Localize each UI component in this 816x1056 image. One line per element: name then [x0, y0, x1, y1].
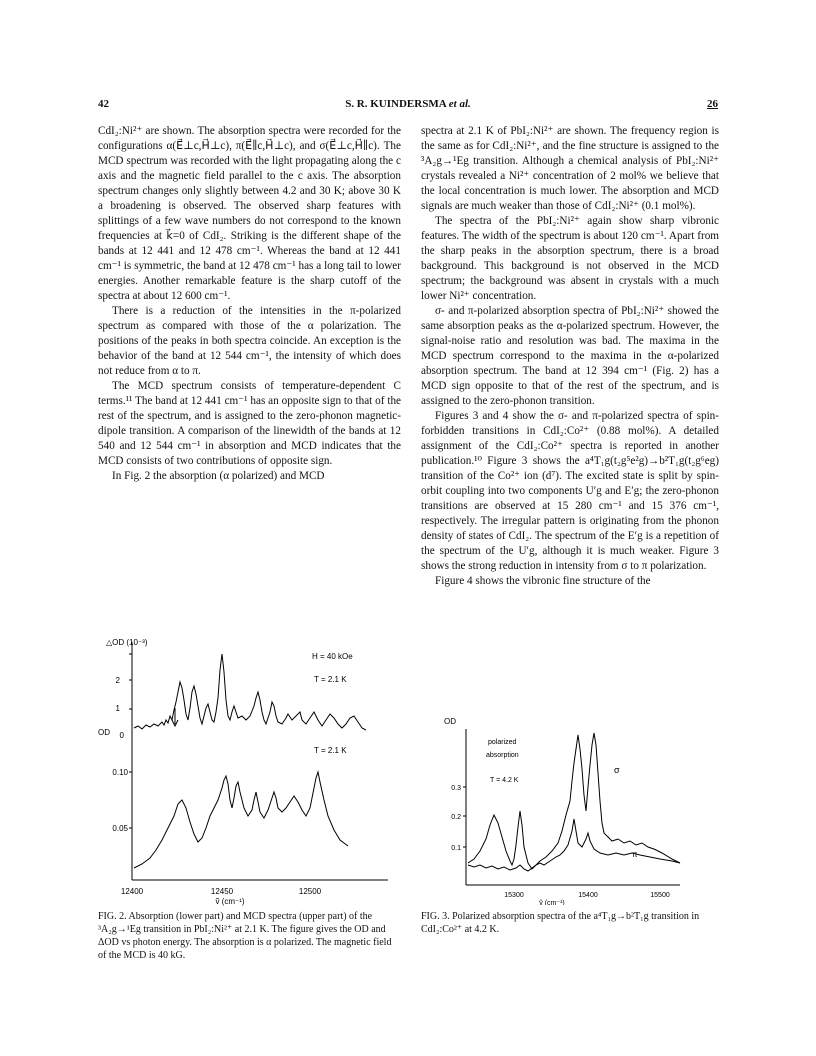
paragraph: Figures 3 and 4 show the σ- and π-polarized spectra of spin-forbidden transitions in CdI₂:Co²⁺ (0.88 mol%). A detailed assignment of the CdI₂:Co²⁺ spectra is reported in another publication.¹⁰ Figure 3 shows the a⁴T₁g(t₂g⁵e²g)→b²T₁g(t₂g⁶eg) transition of the Co²⁺ ion (d⁷). The excited state is split by spin-orbit coupling into two components U′g and E′g; the zero-phonon transitions are observed at 15 280 cm⁻¹ and 15 376 cm⁻¹, respectively. The irregular pattern is originating from the phonon density of states of CdI₂. The spectrum of the E′g is a repetition of the spectrum of the U′g, although it is much weaker. Figure 3 shows the strong reduction in intensity from σ to π polarization. [421, 410, 719, 572]
y-tick-label: 0.3 [451, 785, 461, 792]
x-tick-label: 15400 [578, 892, 598, 899]
volume-number: 26 [707, 98, 718, 110]
mcd-spectrum-curve [134, 654, 366, 730]
sigma-label: σ [614, 765, 620, 775]
figure-3-plot [440, 715, 700, 905]
x-tick-label: 12400 [120, 887, 144, 896]
x-tick-label: 15500 [650, 892, 670, 899]
paragraph: spectra at 2.1 K of PbI₂:Ni²⁺ are shown. The frequency region is the same as for CdI₂:Ni²⁺, and the fine structure is assigned to the ³A₂g→¹Eg transition. Although a chemical analysis of PbI₂:Ni²⁺ crystals revealed a Ni²⁺ concentration of 2 mol% we believe that the local concentration is much lower. The absorption and MCD signals are much weaker than those of CdI₂:Ni²⁺ (0.1 mol%). [421, 125, 719, 212]
temperature-label: T = 4.2 K [490, 777, 519, 784]
temperature-label-bottom: T = 2.1 K [314, 746, 347, 755]
running-title-authors: S. R. KUINDERSMA [345, 98, 447, 110]
figure-2-caption: FIG. 2. Absorption (lower part) and MCD spectra (upper part) of the ³A₂g→¹Eg transition in PbI₂:Ni²⁺ at 2.1 K. The figure gives the OD and ΔOD vs photon energy. The absorption is α polarized. The magnetic field of the MCD is 40 kG. [98, 911, 392, 961]
paragraph: σ- and π-polarized absorption spectra of PbI₂:Ni²⁺ showed the same absorption peaks as the α-polarized spectrum. However, the signal-noise ratio and resolution was bad. The maxima in the MCD spectrum correspond to the maxima in the α-polarized absorption spectrum. The band at 12 394 cm⁻¹ (Fig. 2) has a MCD sign opposite to that of the rest of the spectrum, and is assigned to the zero-phonon transition. [421, 305, 719, 407]
y-tick-label: 0.2 [451, 814, 461, 821]
y-tick-label: 1 [115, 704, 120, 713]
y-tick-label: 0 [119, 731, 124, 740]
y-tick-label: 0.10 [112, 768, 128, 777]
x-axis-label: ṽ (cm⁻¹) [539, 900, 565, 905]
field-label: H = 40 kOe [312, 652, 353, 661]
absorption-spectrum-curve [134, 772, 348, 868]
y-tick-label: 0.1 [451, 845, 461, 852]
running-title-suffix: et al. [448, 98, 471, 110]
paragraph: CdI₂:Ni²⁺ are shown. The absorption spectra were recorded for the configurations α(E⃗⊥c,H⃗⊥c), π(E⃗∥c,H⃗⊥c), and σ(E⃗⊥c,H⃗∥c). The MCD spectrum was recorded with the light propagating along the c axis and the magnetic field parallel to the c axis. The absorption spectrum changes only slightly between 4.2 and 30 K; above 30 K a broadening is observed. The observed sharp features with splittings of a few wave numbers do not correspond to the known frequencies at k⃗=0 of CdI₂. Striking is the different shape of the bands at 12 441 and 12 478 cm⁻¹. Whereas the band at 12 441 cm⁻¹ is symmetric, the band at 12 478 cm⁻¹ has a long tail to lower energies. Another remarkable feature is the sharp cutoff of the spectra at about 12 600 cm⁻¹. [98, 125, 401, 302]
paragraph: In Fig. 2 the absorption (α polarized) and MCD [112, 470, 325, 482]
temperature-label-top: T = 2.1 K [314, 675, 347, 684]
paragraph: There is a reduction of the intensities in the π-polarized spectrum as compared with those of the α polarization. The positions of the peaks in both spectra coincide. An exception is the behavior of the band at 12 544 cm⁻¹, the intensity of which does not reduce from α to π. [98, 305, 401, 377]
figure-3 [440, 715, 700, 905]
figure-2 [98, 632, 418, 907]
running-title [0, 98, 816, 110]
pi-spectrum-curve [468, 819, 680, 871]
right-text-column [421, 124, 719, 589]
left-text-column [98, 124, 401, 484]
absorption-axis-label: OD [98, 728, 110, 737]
od-axis-label: OD [444, 717, 456, 726]
x-axis-label: ṽ (cm⁻¹) [215, 897, 245, 906]
paragraph: The spectra of the PbI₂:Ni²⁺ again show sharp vibronic features. The width of the spectrum is about 120 cm⁻¹. Apart from the sharp peaks in the absorption spectrum, there is a broad background. This background is not observed in the MCD spectrum; the background was absent in crystals with a much lower Ni²⁺ concentration. [421, 215, 719, 302]
figure-3-caption: FIG. 3. Polarized absorption spectra of the a⁴T₁g→b²T₁g transition in CdI₂:Co²⁺ at 4.2 K. [421, 911, 700, 935]
x-tick-label: 15300 [504, 892, 524, 899]
pi-label: π [632, 850, 638, 859]
legend-line-1: polarized [488, 739, 517, 746]
y-tick-label: 0.05 [112, 824, 128, 833]
figure-2-plot [98, 632, 418, 907]
mcd-axis-label: △OD (10⁻³) [106, 638, 148, 647]
y-tick-label: 2 [115, 676, 120, 685]
x-tick-label: 12450 [210, 887, 234, 896]
legend-line-2: absorption [486, 752, 519, 759]
page-number: 42 [98, 98, 109, 110]
x-tick-label: 12500 [298, 887, 322, 896]
paragraph: Figure 4 shows the vibronic fine structure of the [435, 575, 651, 587]
paragraph: The MCD spectrum consists of temperature-dependent C terms.¹¹ The band at 12 441 cm⁻¹ has an opposite sign to that of the rest of the spectrum, and is assigned to the zero-phonon magnetic-dipole transition. A comparison of the linewidth of the bands at 12 540 and 12 544 cm⁻¹ in absorption and MCD indicates that the MCD consists of two contributions of opposite sign. [98, 380, 401, 467]
